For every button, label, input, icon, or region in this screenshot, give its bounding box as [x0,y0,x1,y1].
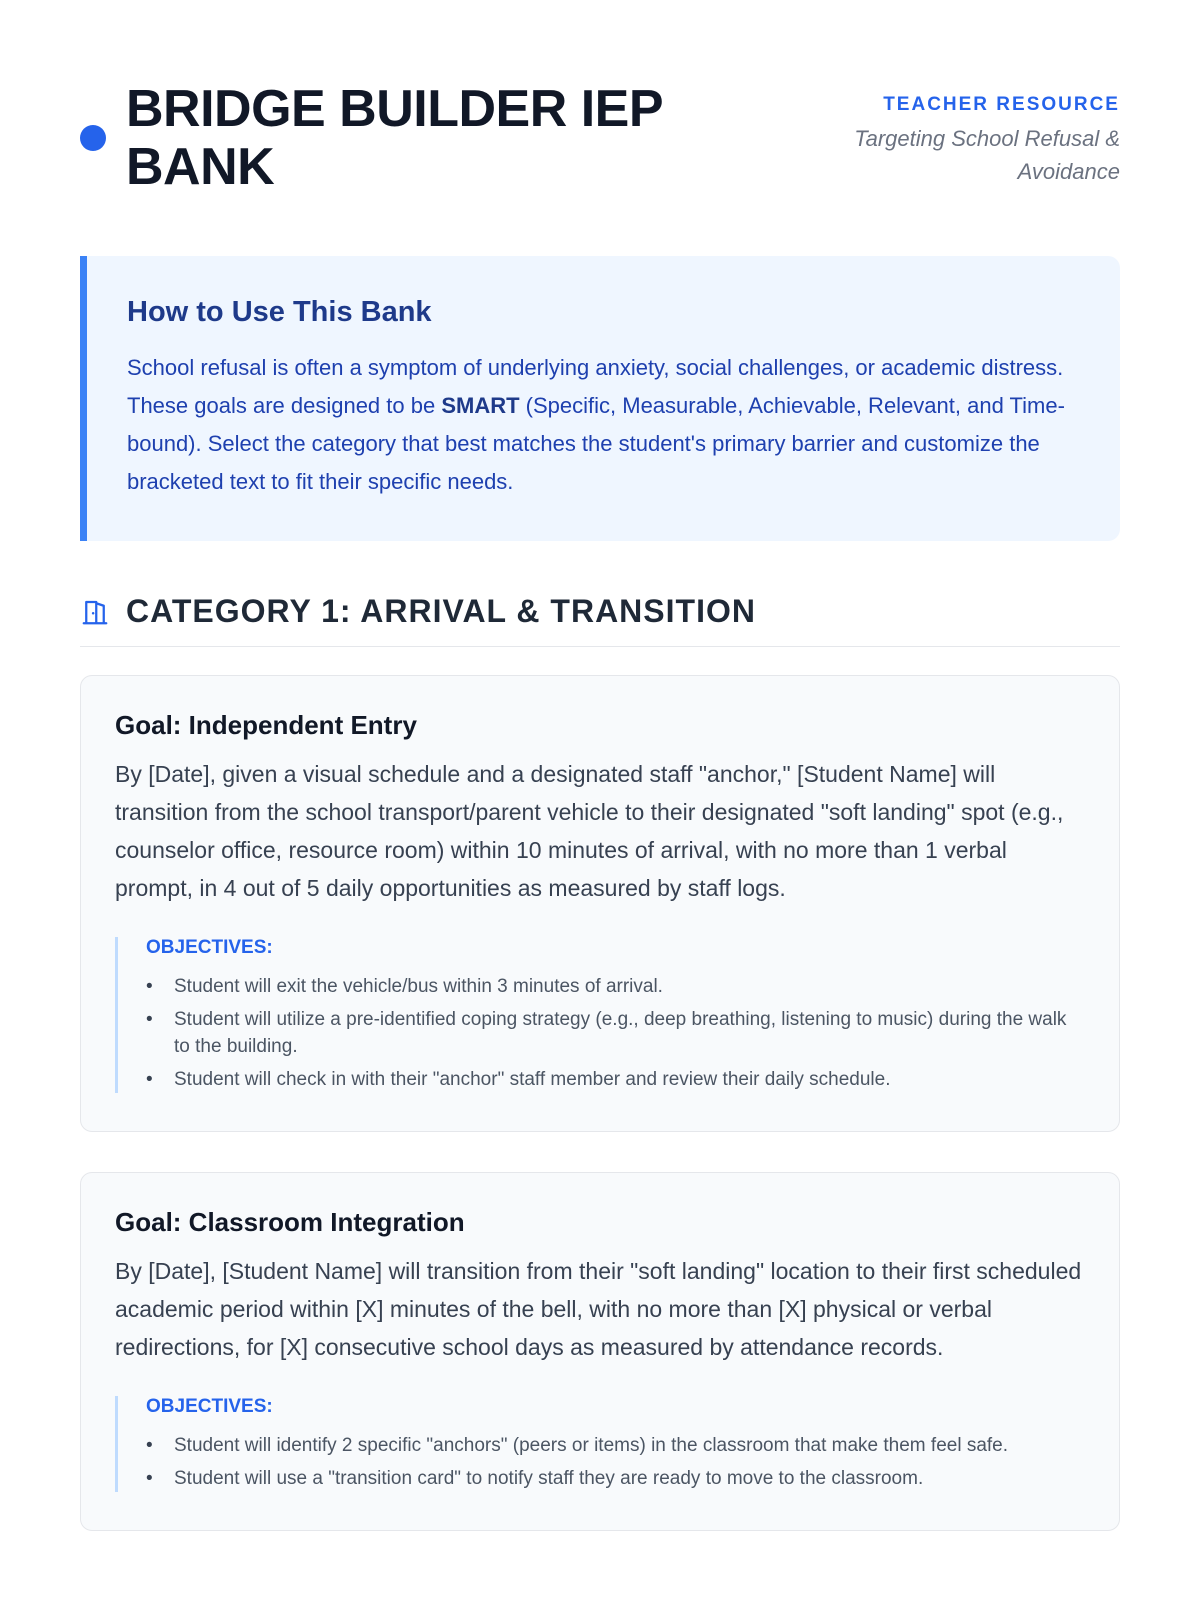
page-title: BRIDGE BUILDER IEP BANK [126,80,663,196]
objective-item: • Student will use a "transition card" to notify staff they are ready to move to the classroom. [146,1465,1085,1492]
objective-item: • Student will utilize a pre-identified coping strategy (e.g., deep breathing, listening to music) during the walk to the building. [146,1006,1085,1060]
goal-text: By [Date], [Student Name] will transition from their "soft landing" location to their first scheduled academic period within [X] minutes of the bell, with no more than [X] physical or verbal redirections, for [X] consecutive school days as measured by attendance records. [115,1258,1082,1360]
objectives-label: OBJECTIVES: [146,937,273,958]
objective-item: • Student will identify 2 specific "anchors" (peers or items) in the classroom that make them feel safe. [146,1432,1085,1459]
goal-card [80,1172,1120,1531]
category-heading [80,593,1120,647]
intro-text-bold: SMART [441,393,520,418]
objectives-block [115,1396,1085,1492]
intro-box [80,256,1120,541]
category-title: CATEGORY 1: ARRIVAL & TRANSITION [126,593,756,629]
resource-subtitle: Targeting School Refusal & Avoidance [854,126,1120,184]
page-header [80,0,1120,196]
intro-heading: How to Use This Bank [127,296,432,328]
objectives-list [146,1432,1085,1492]
goal-title: Goal: Independent Entry [115,710,417,740]
header-meta [810,80,1120,188]
objective-item: • Student will exit the vehicle/bus within 3 minutes of arrival. [146,973,1085,1000]
resource-label: TEACHER RESOURCE [883,94,1120,115]
intro-text-before: School refusal is often a symptom of underlying anxiety, social challenges, or academic distress. These goals are designed to be [127,355,1064,418]
door-icon [80,597,110,627]
goal-text: By [Date], given a visual schedule and a designated staff "anchor," [Student Name] will transition from the school transport/parent vehicle to their designated "soft landing" spot (e.g., counselor office, resource room) within 10 minutes of arrival, with no more than 1 verbal prompt, in 4 out of 5 daily opportunities as measured by staff logs. [115,761,1064,901]
objectives-block [115,937,1085,1093]
goal-title: Goal: Classroom Integration [115,1207,465,1237]
title-dot-icon [80,125,106,151]
objective-item: • Student will check in with their "anchor" staff member and review their daily schedule. [146,1066,1085,1093]
objectives-label: OBJECTIVES: [146,1396,273,1417]
title-group [80,80,706,196]
intro-text [127,349,1080,501]
goal-card [80,675,1120,1132]
objectives-list [146,973,1085,1093]
intro-text-after: (Specific, Measurable, Achievable, Relevant, and Time-bound). Select the category that best matches the student's primary barrier and customize the bracketed text to fit their specific needs. [127,393,1065,494]
